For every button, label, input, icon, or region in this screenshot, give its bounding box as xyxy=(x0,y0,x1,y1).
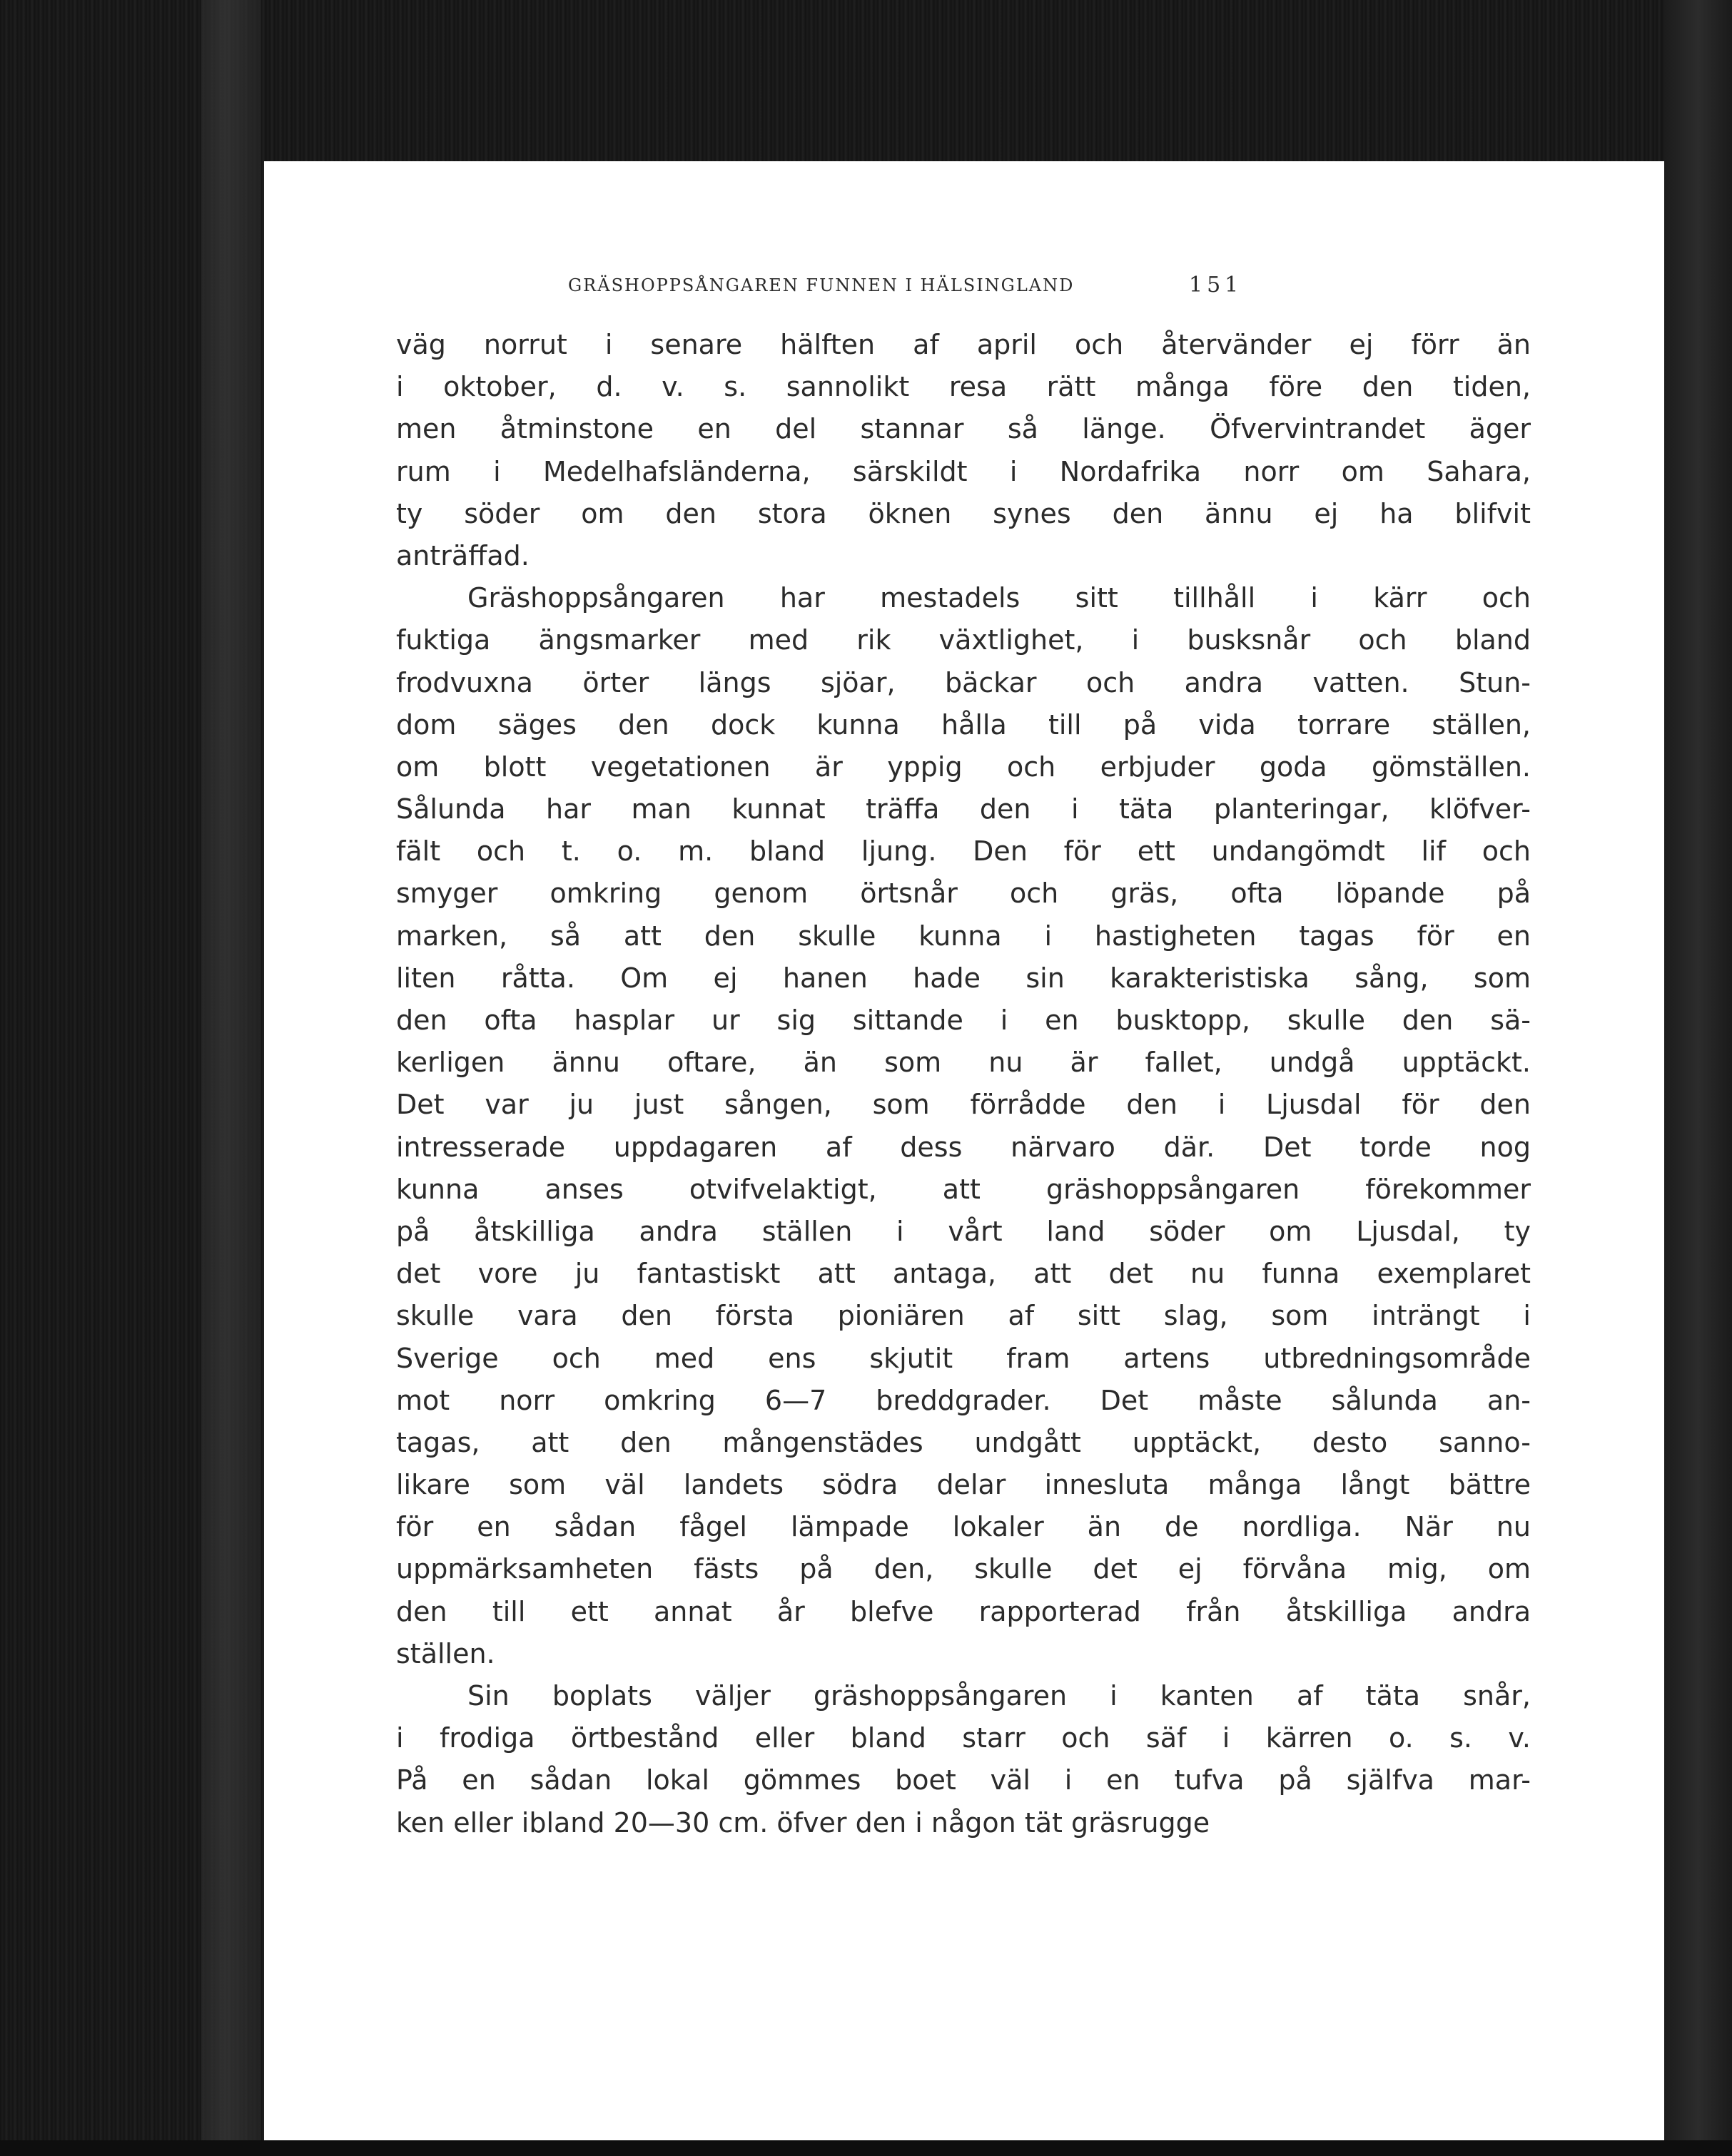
text-line: fält och t. o. m. bland ljung. Den för ett undangömdt lif och xyxy=(396,835,1531,868)
text-line: Det var ju just sången, som förrådde den i Ljusdal för den xyxy=(396,1089,1531,1121)
scanner-edge-left xyxy=(201,0,261,2156)
text-line: skulle vara den första pioniären af sitt slag, som inträngt i xyxy=(396,1300,1531,1332)
text-line: anträffad. xyxy=(396,539,530,571)
text-line: ty söder om den stora öknen synes den ännu ej ha blifvit xyxy=(396,497,1531,529)
body-text xyxy=(396,324,1531,1844)
text-line: i frodiga örtbestånd eller bland starr och säf i kärren o. s. v. xyxy=(396,1722,1531,1754)
text-line: uppmärksamheten fästs på den, skulle det ej förvåna mig, om xyxy=(396,1553,1531,1585)
text-line: intresserade uppdagaren af dess närvaro där. Det torde nog xyxy=(396,1131,1531,1163)
running-title: GRÄSHOPPSÅNGAREN FUNNEN I HÄLSINGLAND xyxy=(568,275,1075,295)
text-line: fuktiga ängsmarker med rik växtlighet, i busksnår och bland xyxy=(396,624,1531,656)
book-page xyxy=(264,161,1664,2140)
paragraph xyxy=(396,324,1531,577)
text-line: den ofta hasplar ur sig sittande i en busktopp, skulle den sä- xyxy=(396,1005,1531,1036)
page-number: 151 xyxy=(1189,273,1243,298)
text-line: frodvuxna örter längs sjöar, bäckar och andra vatten. Stun- xyxy=(396,666,1531,698)
text-line: Sverige och med ens skjutit fram artens utbredningsområde xyxy=(396,1342,1531,1374)
running-head xyxy=(264,275,1664,304)
text-line: men åtminstone en del stannar så länge. Öfvervintrandet äger xyxy=(396,413,1531,445)
text-line: kerligen ännu oftare, än som nu är fallet, undgå upptäckt. xyxy=(396,1047,1531,1079)
text-line: om blott vegetationen är yppig och erbjuder goda gömställen. xyxy=(396,751,1531,783)
text-line: tagas, att den mångenstädes undgått upptäckt, desto sanno- xyxy=(396,1426,1531,1458)
text-line: den till ett annat år blefve rapporterad från åtskilliga andra xyxy=(396,1595,1531,1627)
text-line: På en sådan lokal gömmes boet väl i en tufva på själfva mar- xyxy=(396,1764,1531,1796)
text-line: likare som väl landets södra delar innesluta många långt bättre xyxy=(396,1469,1531,1501)
text-line: rum i Medelhafsländerna, särskildt i Nordafrika norr om Sahara, xyxy=(396,455,1531,487)
text-line: liten råtta. Om ej hanen hade sin karakteristiska sång, som xyxy=(396,962,1531,994)
text-line: i oktober, d. v. s. sannolikt resa rätt många före den tiden, xyxy=(396,371,1531,403)
text-line: mot norr omkring 6—7 breddgrader. Det måste sålunda an- xyxy=(396,1384,1531,1416)
text-line: det vore ju fantastiskt att antaga, att det nu funna exemplaret xyxy=(396,1258,1531,1290)
text-line: Sin boplats väljer gräshoppsångaren i kanten af täta snår, xyxy=(467,1680,1531,1712)
text-line: för en sådan fågel lämpade lokaler än de nordliga. När nu xyxy=(396,1511,1531,1543)
paragraph xyxy=(396,577,1531,1675)
text-line: Sålunda har man kunnat träffa den i täta planteringar, klöfver- xyxy=(396,793,1531,825)
text-line: Gräshoppsångaren har mestadels sitt tillhåll i kärr och xyxy=(467,582,1531,614)
text-line: smyger omkring genom örtsnår och gräs, ofta löpande på xyxy=(396,878,1531,910)
text-line: ställen. xyxy=(396,1637,495,1669)
scanner-edge-bottom xyxy=(0,2140,1732,2156)
text-line: kunna anses otvifvelaktigt, att gräshoppsångaren förekommer xyxy=(396,1173,1531,1205)
text-line: dom säges den dock kunna hålla till på vida torrare ställen, xyxy=(396,708,1531,741)
text-line: på åtskilliga andra ställen i vårt land söder om Ljusdal, ty xyxy=(396,1215,1531,1247)
text-line: marken, så att den skulle kunna i hastigheten tagas för en xyxy=(396,920,1531,952)
text-line: ken eller ibland 20—30 cm. öfver den i någon tät gräsrugge xyxy=(396,1806,1210,1839)
paragraph xyxy=(396,1675,1531,1844)
text-line: väg norrut i senare hälften af april och återvänder ej förr än xyxy=(396,329,1531,360)
scanner-edge-right xyxy=(1664,0,1732,2156)
